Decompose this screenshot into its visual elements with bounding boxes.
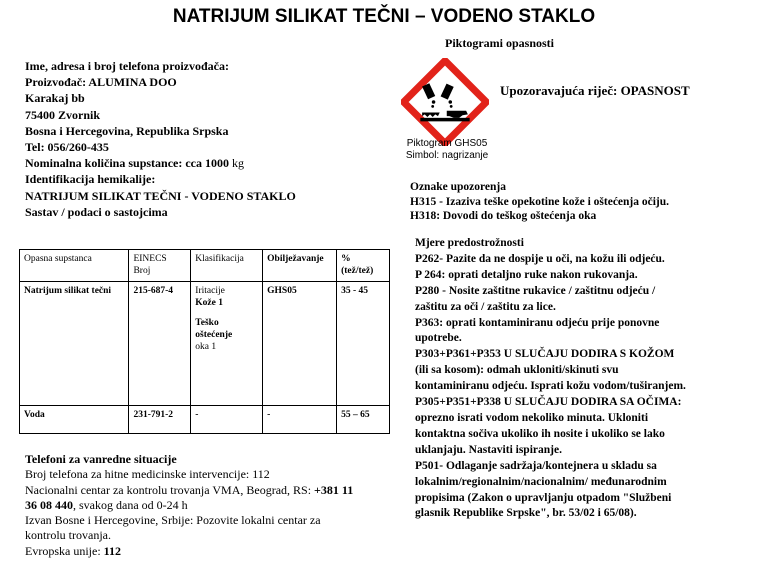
emergency-line-1: Broj telefona za hitne medicinske intervencije: 112 — [25, 467, 270, 482]
producer-name: Proizvođač: ALUMINA DOO — [25, 75, 177, 90]
precaution-line: P305+P351+P338 U SLUČAJU DODIRA SA OČIMA: — [415, 396, 682, 409]
row2-percent: 55 – 65 — [337, 406, 390, 434]
precaution-line: P262- Pazite da ne dospije u oči, na kožu ili odjeću. — [415, 252, 665, 265]
header-percent-line1: % — [341, 254, 351, 264]
hazard-h315: H315 - Izaziva teške opekotine kože i oštećenja očiju. — [410, 195, 670, 208]
emergency-section — [25, 452, 375, 559]
row1-einecs: 215-687-4 — [129, 282, 191, 406]
emergency-line-3 — [25, 498, 375, 513]
manufacturer-section — [25, 58, 355, 220]
pictogram-heading: Piktogrami opasnosti — [445, 36, 555, 50]
precaution-line: lokalnim/regionalnim/nacionalnim/ međunarodnim — [415, 475, 667, 488]
row2-classification: - — [191, 406, 263, 434]
emergency-line-4: Izvan Bosne i Hercegovine, Srbije: Pozovite lokalni centar za — [25, 513, 321, 528]
poison-center-text: Nacionalni centar za kontrolu trovanja VMA, Beograd, RS: — [25, 482, 315, 497]
table-row — [20, 282, 390, 406]
header-percent — [337, 250, 390, 282]
row1-classification — [191, 282, 263, 406]
row1-labeling: GHS05 — [263, 282, 337, 406]
hazard-statements — [410, 180, 760, 224]
precaution-heading: Mjere predostrožnosti — [415, 237, 524, 249]
hazard-h318: H318: Dovodi do teškog oštećenja oka — [410, 210, 597, 222]
address-line-2: 75400 Zvornik — [25, 107, 101, 122]
chemical-name: NATRIJUM SILIKAT TEČNI - VODENO STAKLO — [25, 188, 296, 203]
signal-word: Upozoravajuća riječ: OPASNOST — [500, 83, 690, 98]
pictogram-caption-line1: Piktogram GHS05 — [406, 138, 488, 149]
corrosion-icon — [401, 58, 489, 146]
row1-substance: Natrijum silikat tečni — [20, 282, 129, 406]
emergency-heading: Telefoni za vanredne situacije — [25, 452, 177, 466]
emergency-line-5: kontrolu trovanja. — [25, 528, 111, 543]
table-header-row — [20, 250, 390, 282]
manufacturer-phone: Tel: 056/260-435 — [25, 140, 109, 155]
precaution-line: zaštitu za oči / zaštitu za lice. — [415, 300, 556, 313]
header-labeling: Obilježavanje — [263, 250, 337, 282]
precaution-line: kontaminiranu odjeću. Isprati kožu vodom/tuširanjem. — [415, 380, 686, 393]
emergency-line-2 — [25, 483, 375, 498]
precaution-line: glasnik Republike Srpske", br. 53/02 i 65/08). — [415, 507, 637, 520]
precaution-line: P501- Odlaganje sadržaja/kontejnera u skladu sa — [415, 459, 657, 472]
composition-table — [19, 249, 390, 434]
precautionary-statements — [415, 236, 760, 522]
address-line-3: Bosna i Hercegovina, Republika Srpska — [25, 123, 229, 138]
precaution-line: P280 - Nosite zaštitne rukavice / zaštitnu odjeću / — [415, 284, 656, 297]
row2-einecs: 231-791-2 — [129, 406, 191, 434]
eu-number: 112 — [103, 543, 121, 558]
nominal-amount — [25, 155, 355, 171]
header-substance: Opasna supstanca — [20, 250, 129, 282]
precaution-line: P363: oprati kontaminiranu odjeću prije ponovne — [415, 316, 660, 329]
precaution-line: kontaktna sočiva ukoliko ih nosite i ukoliko se lako — [415, 427, 665, 440]
header-percent-line2: (tež/tež) — [341, 266, 374, 276]
row1-class-line3: Teško — [195, 318, 219, 328]
composition-heading: Sastav / podaci o sastojcima — [25, 204, 168, 219]
header-einecs-line2: Broj — [133, 266, 151, 276]
precaution-line: (ili sa kosom): odmah ukloniti/skinuti svu — [415, 364, 619, 377]
precaution-line: uklanjaju. Nastaviti ispiranje. — [415, 443, 562, 456]
row2-substance: Voda — [20, 406, 129, 434]
precaution-line: P303+P361+P353 U SLUČAJU DODIRA S KOŽOM — [415, 348, 675, 361]
pictogram-caption-line2: Simbol: nagrizanje — [405, 150, 489, 161]
hazard-heading: Oznake upozorenja — [410, 181, 506, 193]
precaution-line: P 264: oprati detaljno ruke nakon rukovanja. — [415, 268, 638, 281]
nominal-amount-unit: kg — [229, 156, 245, 171]
pictogram-caption — [397, 138, 497, 162]
eu-label: Evropska unije: — [25, 543, 104, 558]
row1-class-line4: oštećenje — [195, 330, 233, 340]
precaution-line: oprezno israti vodom nekoliko minuta. Ukloniti — [415, 411, 649, 424]
precaution-line: propisima (Zakon o upravljanju otpadom "Službeni — [415, 491, 672, 504]
row1-class-line2: Kože 1 — [195, 298, 223, 308]
row1-class-line1: Iritacije — [195, 286, 225, 296]
row1-class-line5: oka 1 — [195, 342, 217, 352]
header-einecs-line1: EINECS — [133, 254, 167, 264]
row2-labeling: - — [263, 406, 337, 434]
header-classification: Klasifikacija — [191, 250, 263, 282]
poison-center-phone-1: +381 11 — [314, 482, 354, 497]
poison-center-hours: , svakog dana od 0-24 h — [73, 497, 188, 512]
header-einecs — [129, 250, 191, 282]
nominal-amount-label: Nominalna količina supstance: cca 1000 — [25, 156, 230, 171]
address-line-1: Karakaj bb — [25, 91, 85, 106]
poison-center-phone-2: 36 08 440 — [25, 497, 73, 512]
table-row — [20, 406, 390, 434]
emergency-line-6 — [25, 544, 375, 559]
manufacturer-heading: Ime, adresa i broj telefona proizvođača: — [25, 59, 229, 73]
precaution-line: upotrebe. — [415, 332, 462, 345]
identification-heading: Identifikacija hemikalije: — [25, 172, 156, 187]
row1-percent: 35 - 45 — [337, 282, 390, 406]
document-title: NATRIJUM SILIKAT TEČNI – VODENO STAKLO — [172, 6, 596, 27]
